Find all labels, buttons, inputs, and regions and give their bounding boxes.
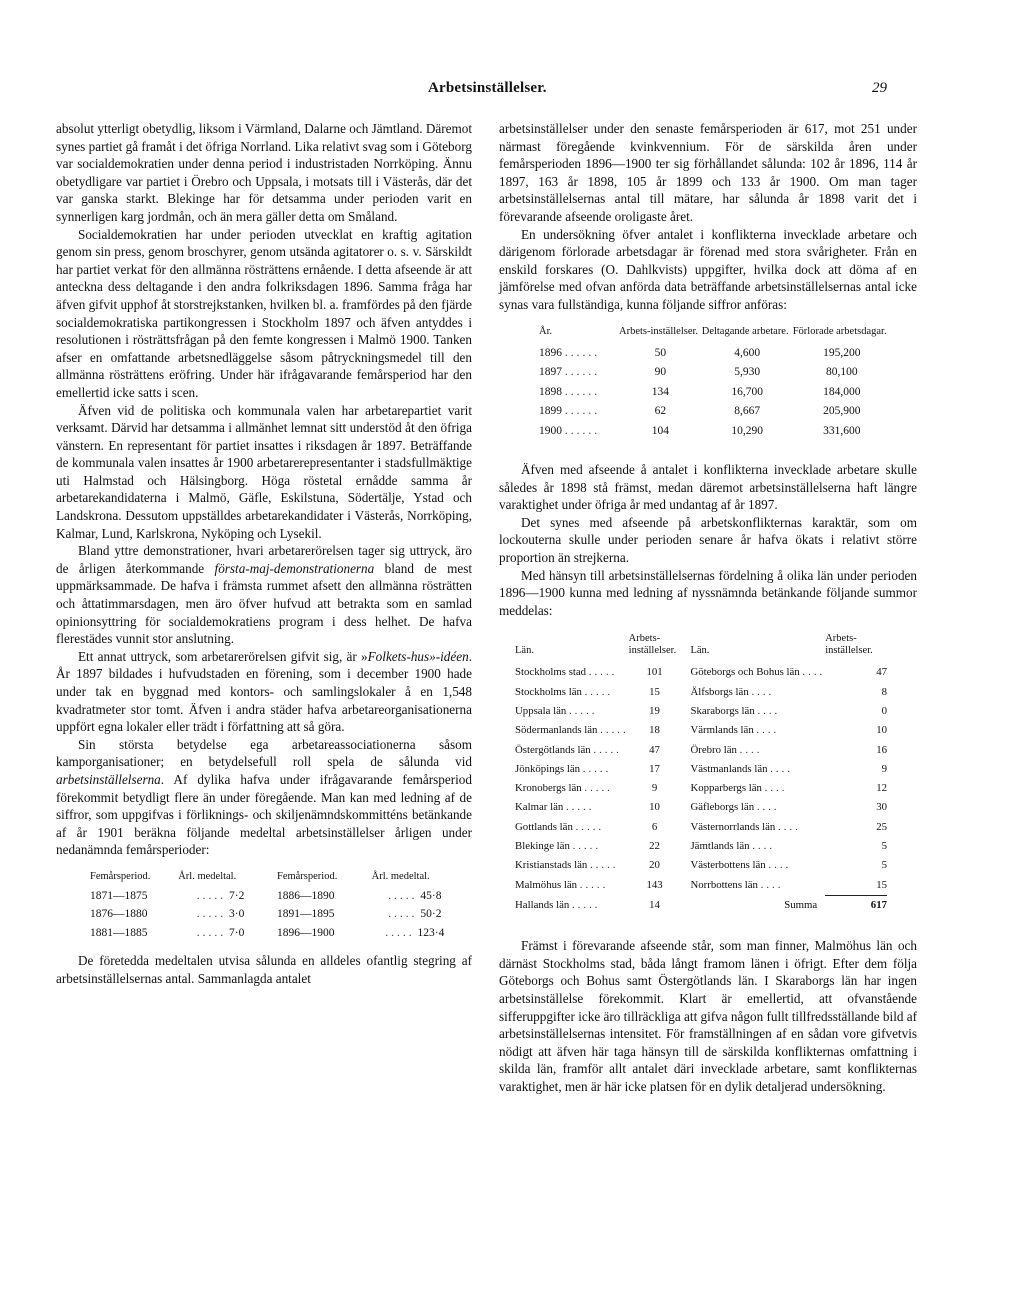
table-row: Kalmar län ..... 10 Gäfleborgs län .... 30 <box>515 801 887 814</box>
table-row: 1900 ...... 104 10,290 331,600 <box>539 424 861 437</box>
table-header: År. <box>539 325 553 337</box>
running-title: Arbetsinställelser. <box>428 80 547 96</box>
table-header: Årl. medeltal. <box>178 870 237 882</box>
table-row: Jönköpings län ..... 17 Västmanlands län .... 9 <box>515 762 887 775</box>
table-row: 1876—1880 ..... 3·0 1891—1895 ..... 50·2 <box>90 908 442 921</box>
paragraph: Socialdemokratien har under perioden utvecklat en kraftig agitation genom sin press, genom broschyrer, genom utsända agitatorer o. s. v. Särskildt har partiet verkat för den allmänna rösträttens ernående. I detta afseende är att anteckna dess deltagande i den andra folkriksdagen 1896. Samma fråga har äfven gifvit upphof åt storstrejkstanken, hvilken bl. a. framfördes på den fjärde socialdemokratiska partikongressen i Stockholm 1897 och äfven antyddes i resolutionen i rösträttsfrågan på den femte kongressen i Malmö 1900. Tanken afser en omfattande arbetsnedläggelse såsom påtryckningsmedel till den allmänna rösträttens eröfring. Under här ifrågavarande femårsperiod har den emellertid icke satts i scen. <box>56 226 473 400</box>
paragraph: Det synes med afseende på arbetskonflikternas karaktär, som om lockouterna skulle under perioden senare år hafva ökats i relativt större proportion än strejkerna. <box>499 514 917 565</box>
table-row: Kronobergs län ..... 9 Kopparbergs län .... 12 <box>515 782 887 795</box>
paragraph-strikes: Sin största betydelse ega arbetareassociationerna såsom kamporganisationer; en betydelsefull roll spela de sålunda vid arbetsinställelserna. Af dylika hafva under ifrågavarande femårsperiod förekommit betydligt flere än under föregående. Man kan med ledning af de siffror, som uppgifvas i förliknings- och skiljenämndskommitténs betänkande af år 1901 beräkna följande medeltal arbetsinställelser årligen under nedanämnda femårsperioder: <box>56 736 472 858</box>
table-row: Stockholms län ..... 15 Älfsborgs län .... 8 <box>515 685 887 698</box>
paragraph: Främst i förevarande afseende står, som man finner, Malmöhus län och därnäst Stockholms stad, båda långt framom länen i öfrigt. Efter dem följa Göteborgs och Bohus samt Östergötlands län. I Skaraborgs län har ingen arbetsinställelse förekommit. Klart är emellertid, att ofvanstående sifferuppgifter icke äro tillräckliga att gifva någon fullt tillfredsställande bild af arbetsinställelsernas intensitet. För framställningen af en sådan vore gifvetvis nödigt att äfven här taga hänsyn till de särskilda konflikternas omfattning i skilda län, framför allt antalet däri invecklade arbetare, samt konflikternas varaktighet, men är här icke platsen för en dylik detaljerad undersökning. <box>499 938 917 1094</box>
average-strikes-table <box>90 871 458 943</box>
table-header: Deltagande arbetare. <box>701 325 789 337</box>
italic-term: första-maj-demonstrationerna <box>214 560 375 576</box>
paragraph-first-may: Bland yttre demonstrationer, hvari arbetarerörelsen tager sig uttryck, äro de årligen återkommande första-maj-demonstrationerna bland de mest uppmärksammade. De hafva i främsta rummet afsett den allmänna rösträtten och åttatimmarsdagen, men äro öfver hufvud att betrakta som en samlad opinionsyttring för socialdemokratiens program i dess helhet. De hafva flerestädes vunnit stor anslutning. <box>56 543 473 647</box>
sum-label: Summa <box>784 898 818 911</box>
paragraph: En undersökning öfver antalet i konflikterna invecklade arbetare och därigenom förlorade arbetsdagar är förenad med stora svårigheter. Från en enskild forskares (O. Dahlkvists) uppgifter, hvilka dock att döma af en jämförelse med ofvan anförda data beträffande arbetsinställelsernas antal icke synas vara fullständiga, kunna följande siffror anföras: <box>499 226 917 312</box>
sum-value: 617 <box>870 898 887 911</box>
paragraph: Med hänsyn till arbetsinställelsernas fördelning å olika län under perioden 1896—1900 kunna med ledning af nyssnämnda betänkande följande summor meddelas: <box>499 567 917 618</box>
left-column <box>56 120 472 988</box>
table-header: Årl. medeltal. <box>371 870 430 882</box>
paragraph: De företedda medeltalen utvisa sålunda en alldeles ofantlig stegring af arbetsinställelsernas antal. Sammanlagda antalet <box>56 953 472 987</box>
table-row: Stockholms stad ..... 101 Göteborgs och Bohus län .... 47 <box>515 666 887 679</box>
table-row: Blekinge län ..... 22 Jämtlands län .... 5 <box>515 840 887 853</box>
table-header: Arbets-inställelser. <box>628 633 677 657</box>
table-header: Förlorade arbetsdagar. <box>792 325 887 337</box>
table-header: Län. <box>515 645 534 657</box>
table-header: Län. <box>690 645 710 657</box>
table-row: Gottlands län ..... 6 Västernorrlands län .... 25 <box>515 820 887 833</box>
table-row: Östergötlands län ..... 47 Örebro län .... 16 <box>515 743 887 756</box>
county-strikes-table <box>515 633 887 915</box>
italic-term: arbetsinställelserna <box>56 771 161 787</box>
table-header: Arbets-inställelser. <box>619 325 699 337</box>
table-row: 1871—1875 ..... 7·2 1886—1890 ..... 45·8 <box>90 889 442 902</box>
table-header: Femårsperiod. <box>276 870 338 882</box>
table-row: 1898 ...... 134 16,700 184,000 <box>539 385 861 398</box>
table-row: 1899 ...... 62 8,667 205,900 <box>539 405 861 418</box>
paragraph-folkets-hus: Ett annat uttryck, som arbetarerörelsen gifvit sig, är »Folkets-hus»-idéen. År 1897 bildades i hufvudstaden en förening, som i december 1900 hade under tak en byggnad med kontors- och samlingslokaler å en 1,548 kvadratmeter stor tomt. Äfven i andra städer hafva arbetareorganisationerna uppfört egna lokaler eller trädt i författning att så göra. <box>56 648 472 735</box>
table-header: Arbets-inställelser. <box>825 633 873 657</box>
table-row: 1897 ...... 90 5,930 80,100 <box>539 366 858 379</box>
table-header: Femårsperiod. <box>90 870 151 882</box>
italic-term: Folkets-hus»-idéen <box>367 648 469 664</box>
table-row: Kristianstads län ..... 20 Västerbottens län .... 5 <box>515 859 887 872</box>
table-row: 1896 ...... 50 4,600 195,200 <box>539 346 861 359</box>
paragraph: Äfven med afseende å antalet i konflikterna invecklade arbetare skulle således år 1898 stå främst, medan däremot arbetsinställelserna haft längre varaktighet under öfriga år med undantag af år 1897. <box>499 462 917 513</box>
paragraph: Äfven vid de politiska och kommunala valen har arbetarepartiet varit verksamt. Därvid har detsamma i allmänhet lemnat sitt understöd åt den öfriga vänstern. En representant för partiet insattes i riksdagen år 1897. Beträffande de kommunala valen insattes år 1900 arbetarerepresentanter i stadsfullmäktige uti Halmstad och Hälsingborg. Höga röstetal ernådde samma år arbetarekandidaterna i Malmö, Gäfle, Eskilstuna, Södertälje, Ystad och Landskrona. Dessutom uppställdes arbetarekandidater i Västerås, Norrköping, Kalmar, Lund, Karlskrona, Nyköping och Lysekil. <box>56 402 472 541</box>
table-row: 1881—1885 ..... 7·0 1896—1900 ..... 123·4 <box>90 926 445 939</box>
paragraph: arbetsinställelser under den senaste femårsperioden är 617, mot 251 under närmast föregående kvinkvennium. För de särskilda åren under femårsperioden 1896—1900 ter sig förhållandet sålunda: 102 år 1896, 114 år 1897, 163 år 1898, 105 år 1899 och 133 år 1900. Om man tager arbetsinställelsernas antal till mätare, har sålunda år 1898 varit det i förevarande afseende oroligaste året. <box>499 121 917 224</box>
paragraph: absolut ytterligt obetydlig, liksom i Värmland, Dalarne och Jämtland. Däremot synes partiet gå framåt i det öfriga Norrland. Lika relativt svag som i Göteborg var socialdemokratien under denna period i industristaden Norrköping. Ännu obetydligare var partiet i Örebro och Uppsala, i motsats till i Västerås, där det var ganska starkt. Blekinge har för detsamma under perioden varit en synnerligen karg jordmån, och än mera gäller detta om Småland. <box>56 121 472 224</box>
running-head <box>0 80 1024 102</box>
right-column <box>499 120 917 1096</box>
table-row: Hallands län ..... 14 Summa 617 <box>515 895 887 915</box>
table-row: Södermanlands län ..... 18 Värmlands län .... 10 <box>515 724 887 737</box>
table-row: Malmöhus län ..... 143 Norrbottens län .... 15 <box>515 876 887 896</box>
table-row: Uppsala län ..... 19 Skaraborgs län .... 0 <box>515 704 887 717</box>
yearly-strikes-table <box>539 326 891 442</box>
page-number: 29 <box>872 80 887 96</box>
